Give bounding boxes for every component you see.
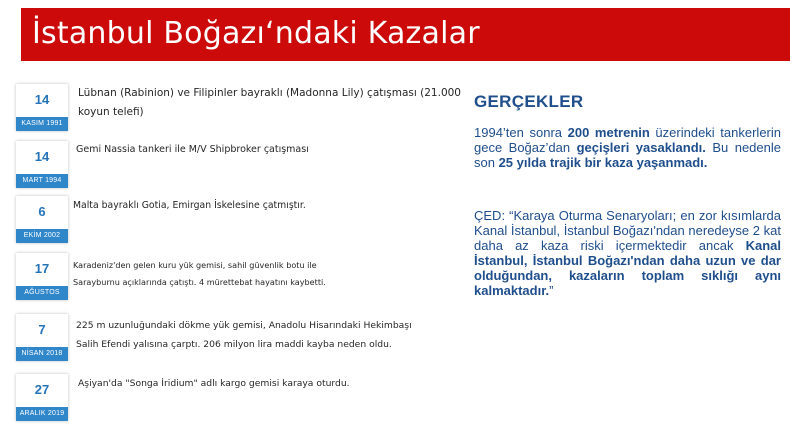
date-month: KASIM 1991 <box>16 117 68 131</box>
title-banner <box>21 8 790 61</box>
date-day: 6 <box>38 204 46 219</box>
facts-text: Bu nedenle son <box>474 140 781 170</box>
date-card <box>16 84 68 131</box>
event-description: Malta bayraklı Gotia, Emirgan İskelesine çatmıştır. <box>73 200 306 211</box>
facts-text: ” <box>549 283 554 298</box>
date-month: NİSAN 2018 <box>16 347 68 361</box>
facts-paragraph-2 <box>474 208 781 298</box>
facts-paragraph-1 <box>474 125 781 170</box>
date-day: 27 <box>34 382 50 397</box>
date-card <box>16 314 68 361</box>
date-day: 7 <box>38 322 46 337</box>
facts-emphasis: 25 yılda trajik bir kaza yaşanmadı. <box>498 155 708 170</box>
event-description: Lübnan (Rabinion) ve Filipinler bayraklı (Madonna Lily) çatışması (21.000 koyun telefi) <box>78 87 461 118</box>
date-month: EKİM 2002 <box>16 229 68 243</box>
date-card <box>16 253 68 310</box>
date-card <box>16 141 68 188</box>
facts-text: 1994’ten sonra <box>474 125 568 140</box>
event-description: 225 m uzunluğundaki dökme yük gemisi, Anadolu Hisarındaki Hekimbaşı Salih Efendi yalısına çarptı. 206 milyon lira maddi kayba neden oldu. <box>76 320 412 350</box>
facts-heading: GERÇEKLER <box>474 92 584 111</box>
facts-text: ÇED: “Karaya Oturma Senaryoları; en zor kısımlarda Kanal İstanbul, İstanbul Boğazı'ndan neredeyse 2 kat daha az kaza riski içermektedir ancak <box>474 208 781 253</box>
date-month: MART 1994 <box>16 174 68 188</box>
facts-emphasis: Kanal İstanbul, İstanbul Boğazı'ndan daha uzun ve dar olduğundan, kazaların toplam sıklığı aynı kalmaktadır. <box>474 238 781 298</box>
date-month: ARALIK 2019 <box>16 407 68 421</box>
facts-emphasis: 200 metrenin <box>567 125 650 140</box>
event-description: Gemi Nassia tankeri ile M/V Shipbroker çatışması <box>76 144 309 155</box>
page-title: İstanbul Boğazı‘ndaki Kazalar <box>32 16 480 51</box>
event-description: Karadeniz'den gelen kuru yük gemisi, sahil güvenlik botu ile Sarayburnu açıklarında çatıştı. 4 mürettebat hayatını kaybetti. <box>73 260 326 287</box>
date-month: AĞUSTOS 2016 <box>16 286 68 300</box>
facts-emphasis: geçişleri yasaklandı. <box>576 140 706 155</box>
date-day: 17 <box>34 261 50 276</box>
date-card <box>16 196 68 243</box>
date-day: 14 <box>34 92 50 107</box>
facts-text: üzerindeki tankerlerin gece Boğaz’dan <box>474 125 781 155</box>
date-card <box>16 374 68 421</box>
date-day: 14 <box>34 149 50 164</box>
event-description: Aşiyan'da "Songa İridium" adlı kargo gemisi karaya oturdu. <box>78 378 350 389</box>
